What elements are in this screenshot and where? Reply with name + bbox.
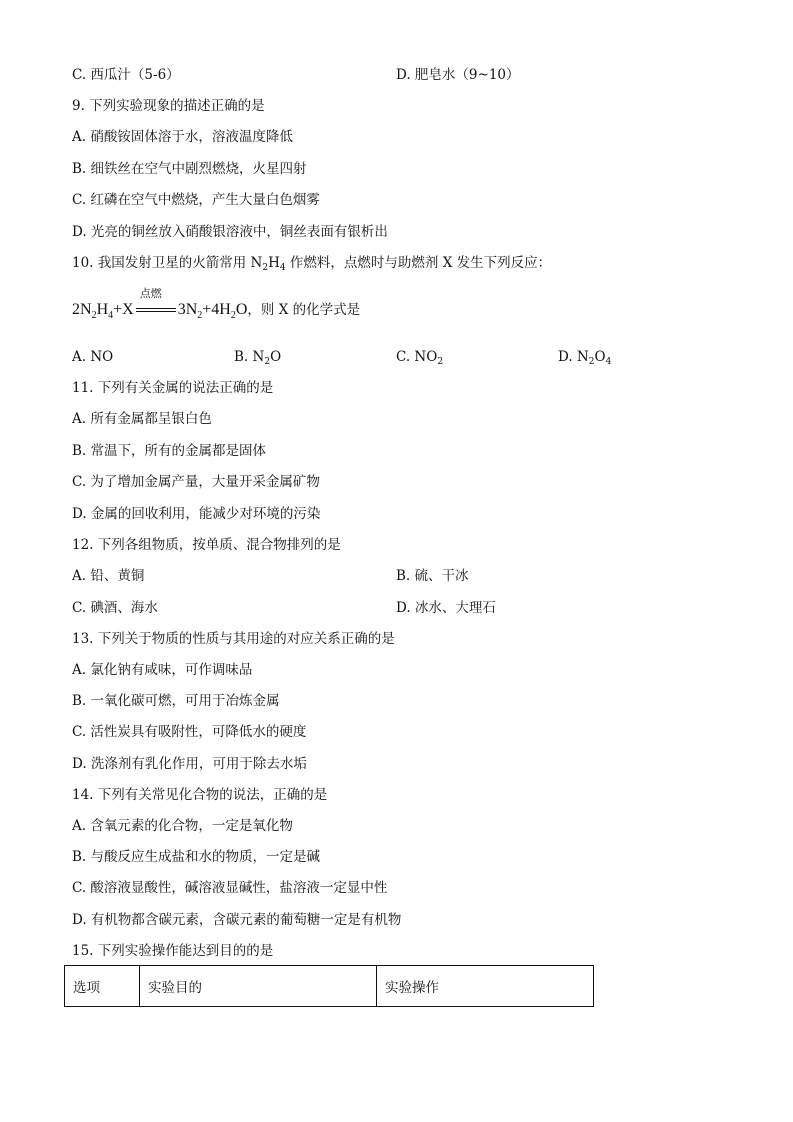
q15-table (64, 965, 594, 1007)
reaction-arrow: 点燃 (136, 301, 176, 319)
table-header-cell: 实验操作 (377, 966, 594, 1007)
q14-stem: 14. 下列有关常见化合物的说法，正确的是 (72, 787, 328, 803)
q11-stem: 11. 下列有关金属的说法正确的是 (72, 380, 274, 396)
q12-option-d: D. 冰水、大理石 (396, 600, 496, 616)
q14-option-b: B. 与酸反应生成盐和水的物质，一定是碱 (72, 849, 321, 865)
q13-option-a: A. 氯化钠有咸味，可作调味品 (72, 662, 253, 678)
q14-option-d: D. 有机物都含碳元素，含碳元素的葡萄糖一定是有机物 (72, 912, 402, 928)
q9-option-b: B. 细铁丝在空气中剧烈燃烧，火星四射 (72, 161, 307, 177)
q14-option-c: C. 酸溶液显酸性，碱溶液显碱性，盐溶液一定显中性 (72, 880, 388, 896)
table-header-cell: 选项 (65, 966, 140, 1007)
q9-stem: 9. 下列实验现象的描述正确的是 (72, 98, 265, 114)
q11-option-c: C. 为了增加金属产量，大量开采金属矿物 (72, 474, 320, 490)
table-header-cell: 实验目的 (140, 966, 377, 1007)
q13-stem: 13. 下列关于物质的性质与其用途的对应关系正确的是 (72, 631, 395, 647)
table-header-row (65, 966, 594, 1007)
q8-option-d: D. 肥皂水（9~10） (396, 67, 520, 83)
q11-option-a: A. 所有金属都呈银白色 (72, 411, 212, 427)
q11-option-b: B. 常温下，所有的金属都是固体 (72, 443, 267, 459)
q13-option-d: D. 洗涤剂有乳化作用，可用于除去水垢 (72, 756, 307, 772)
q10-stem: 10. 我国发射卫星的火箭常用 $N_2H_4$ 作燃料，点燃时与助燃剂 X 发生下列反应： (72, 255, 552, 273)
q12-option-a: A. 铅、黄铜 (72, 568, 145, 584)
q13-option-c: C. 活性炭具有吸附性，可降低水的硬度 (72, 724, 307, 740)
q8-option-c: C. 西瓜汁（5-6） (72, 67, 180, 83)
q12-option-c: C. 碘酒、海水 (72, 600, 158, 616)
q14-option-a: A. 含氧元素的化合物，一定是氧化物 (72, 818, 293, 834)
q10-equation: $2N_2H_4+X$ 点燃 $3N_2+4H_2O$，则 X 的化学式是 (72, 287, 361, 321)
q10-option-c: C. $NO_2$ (396, 349, 444, 367)
q11-option-d: D. 金属的回收利用，能减少对环境的污染 (72, 506, 321, 522)
q13-option-b: B. 一氧化碳可燃，可用于冶炼金属 (72, 693, 280, 709)
q10-option-d: D. $N_2O_4$ (558, 349, 612, 367)
q9-option-a: A. 硝酸铵固体溶于水，溶液温度降低 (72, 129, 293, 145)
q9-option-d: D. 光亮的铜丝放入硝酸银溶液中，铜丝表面有银析出 (72, 224, 388, 240)
q10-option-b: B. $N_2O$ (234, 349, 282, 367)
q12-stem: 12. 下列各组物质，按单质、混合物排列的是 (72, 537, 341, 553)
q9-option-c: C. 红磷在空气中燃烧，产生大量白色烟雾 (72, 192, 320, 208)
q15-stem: 15. 下列实验操作能达到目的的是 (72, 943, 274, 959)
q10-option-a: A. NO (72, 349, 114, 365)
q12-option-b: B. 硫、干冰 (396, 568, 469, 584)
